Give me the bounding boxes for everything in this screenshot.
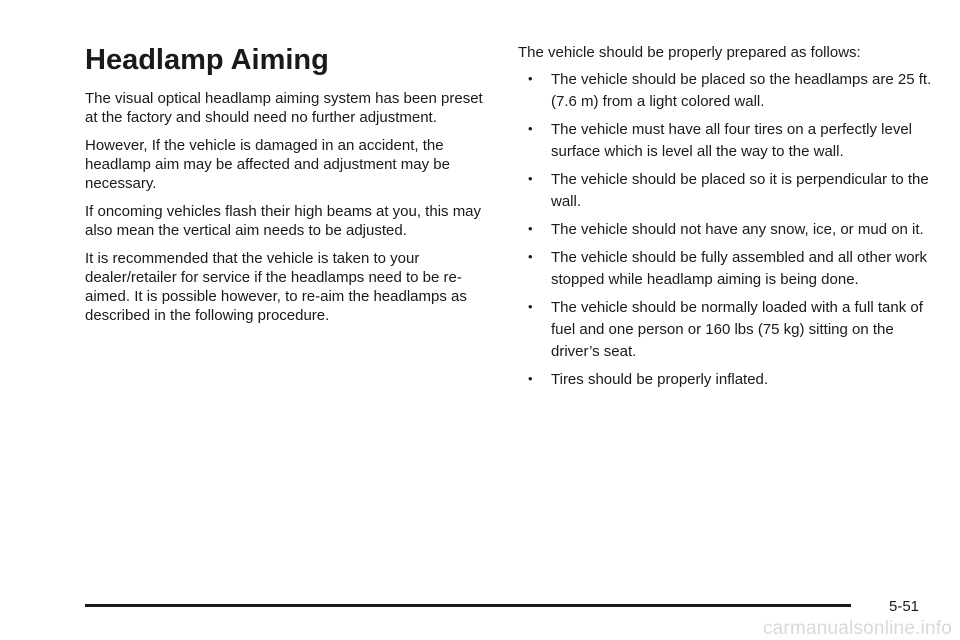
page-title: Headlamp Aiming [85,44,329,76]
bullet-icon: • [528,299,533,314]
list-item-text: The vehicle should be placed so the headlamps are 25 ft. (7.6 m) from a light colored wall. [551,71,932,110]
bullet-icon: • [528,371,533,386]
list-item [518,169,938,213]
paragraph-accident: However, If the vehicle is damaged in an accident, the headlamp aim may be affected and adjustment may be necessary. [85,137,450,192]
paragraph-recommendation: It is recommended that the vehicle is taken to your dealer/retailer for service if the headlamps need to be re-aimed. It is possible however, to re-aim the headlamps as described in the following procedure. [85,250,467,324]
bullet-icon: • [528,121,533,136]
list-item-text: The vehicle should not have any snow, ice, or mud on it. [551,221,924,238]
paragraph-preset: The visual optical headlamp aiming system has been preset at the factory and should need no further adjustment. [85,90,483,126]
left-column [85,42,495,334]
list-item-text: The vehicle must have all four tires on a perfectly level surface which is level all the way to the wall. [551,121,913,160]
list-item [518,119,938,163]
list-item [518,369,938,391]
bullet-icon: • [528,71,533,86]
paragraph-high-beams: If oncoming vehicles flash their high beams at you, this may also mean the vertical aim needs to be adjusted. [85,203,482,239]
list-item-text: Tires should be properly inflated. [551,371,769,388]
page-number: 5-51 [889,598,920,615]
bullet-icon: • [528,249,533,264]
bullet-icon: • [528,221,533,236]
footer-rule [85,604,851,607]
list-item-text: The vehicle should be fully assembled and all other work stopped while headlamp aiming is being done. [551,249,928,288]
list-item [518,219,938,241]
list-item [518,247,938,291]
right-column [518,42,938,397]
preparation-list [518,69,938,391]
bullet-icon: • [528,171,533,186]
list-item-text: The vehicle should be placed so it is perpendicular to the wall. [551,171,929,210]
preparation-intro: The vehicle should be properly prepared as follows: [518,44,861,61]
list-item [518,297,938,363]
watermark: carmanualsonline.info [762,618,952,639]
list-item-text: The vehicle should be normally loaded with a full tank of fuel and one person or 160 lbs (75 kg) sitting on the driver’s seat. [551,299,923,360]
list-item [518,69,938,113]
